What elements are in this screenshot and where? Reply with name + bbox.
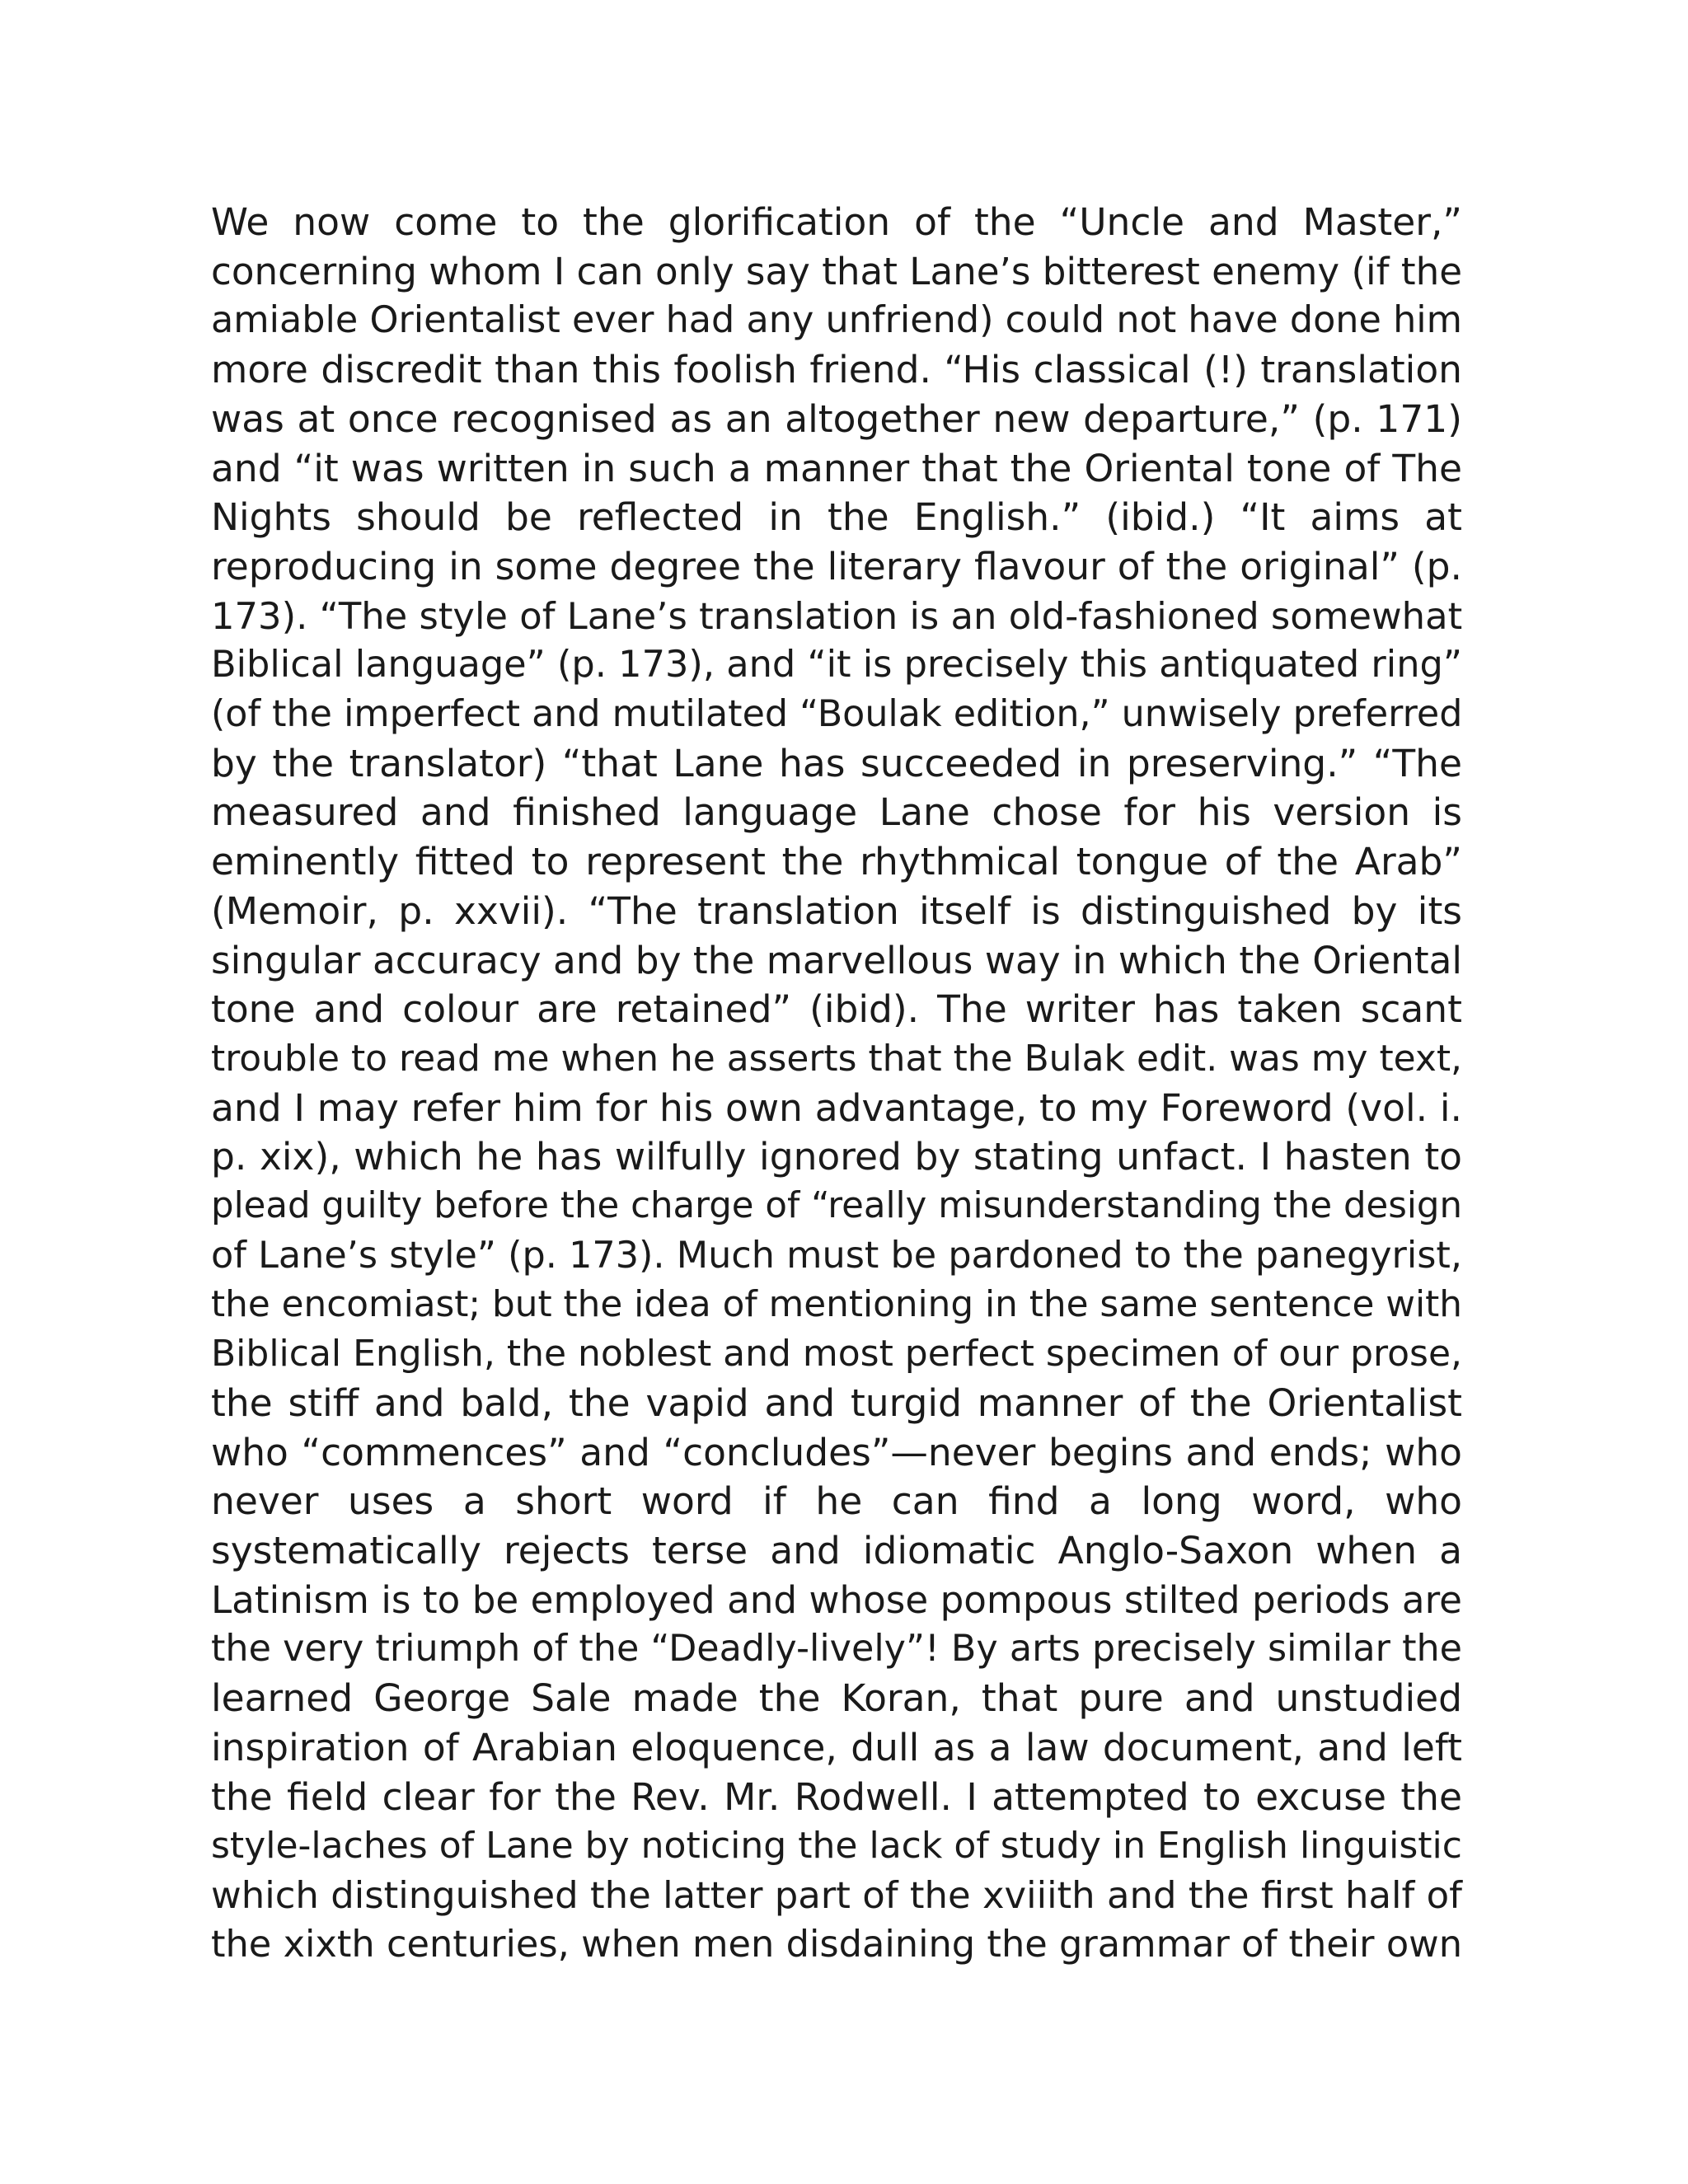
text-line: Latinism is to be employed and whose pompous stilted periods are (211, 1577, 1462, 1622)
text-line: Biblical language” (p. 173), and “it is precisely this antiquated ring” (211, 643, 1462, 687)
text-line: singular accuracy and by the marvellous way in which the Oriental (211, 938, 1462, 982)
text-line: systematically rejects terse and idiomatic Anglo-Saxon when a (211, 1528, 1462, 1572)
text-line: concerning whom I can only say that Lane’s bitterest enemy (if the (211, 249, 1462, 293)
text-line: the stiff and bald, the vapid and turgid manner of the Orientalist (211, 1380, 1462, 1425)
text-line: by the translator) “that Lane has succeeded in preserving.” “The (211, 741, 1462, 785)
text-line: was at once recognised as an altogether new departure,” (p. 171) (211, 396, 1462, 441)
text-line: which distinguished the latter part of the xviiith and the first half of (211, 1872, 1462, 1917)
text-line: the xixth centuries, when men disdaining the grammar of their own (211, 1922, 1462, 1966)
text-line: learned George Sale made the Koran, that pure and unstudied (211, 1676, 1462, 1721)
text-line: inspiration of Arabian eloquence, dull as a law document, and left (211, 1725, 1462, 1769)
text-line: who “commences” and “concludes”—never begins and ends; who (211, 1430, 1462, 1474)
text-line: the field clear for the Rev. Mr. Rodwell. I attempted to excuse the (211, 1774, 1462, 1819)
text-line: more discredit than this foolish friend. “His classical (!) translation (211, 348, 1462, 392)
text-line: reproducing in some degree the literary flavour of the original” (p. (211, 544, 1462, 588)
text-line: never uses a short word if he can find a long word, who (211, 1479, 1462, 1524)
text-line: style-laches of Lane by noticing the lack of study in English linguistic (211, 1825, 1462, 1868)
text-line: the very triumph of the “Deadly-lively”! By arts precisely similar the (211, 1628, 1462, 1671)
text-line: (Memoir, p. xxvii). “The translation itself is distinguished by its (211, 888, 1462, 933)
text-line: the encomiast; but the idea of mentioning in the same sentence with (211, 1283, 1462, 1326)
body-paragraph (211, 198, 1462, 1969)
text-line: We now come to the glorification of the “Uncle and Master,” (211, 200, 1462, 244)
text-line: 173). “The style of Lane’s translation is an old-fashioned somewhat (211, 593, 1463, 638)
text-line: eminently fitted to represent the rhythmical tongue of the Arab” (211, 840, 1462, 884)
text-line: tone and colour are retained” (ibid). The writer has taken scant (211, 987, 1462, 1032)
text-line: p. xix), which he has wilfully ignored by stating unfact. I hasten to (211, 1135, 1462, 1179)
text-line: amiable Orientalist ever had any unfriend) could not have done him (211, 299, 1462, 342)
text-line: trouble to read me when he asserts that the Bulak edit. was my text, (211, 1037, 1462, 1080)
text-line: and “it was written in such a manner that the Oriental tone of The (211, 446, 1462, 490)
text-line: plead guilty before the charge of “really misunderstanding the design (211, 1185, 1462, 1227)
text-line: Nights should be reflected in the English.” (ibid.) “It aims at (211, 495, 1462, 540)
text-line: Biblical English, the noblest and most perfect specimen of our prose, (211, 1333, 1463, 1376)
text-line: (of the imperfect and mutilated “Boulak edition,” unwisely preferred (211, 693, 1463, 736)
text-line: of Lane’s style” (p. 173). Much must be pardoned to the panegyrist, (211, 1234, 1462, 1277)
text-line: measured and finished language Lane chose for his version is (211, 790, 1462, 835)
text-line: and I may refer him for his own advantage, to my Foreword (vol. i. (211, 1085, 1462, 1130)
